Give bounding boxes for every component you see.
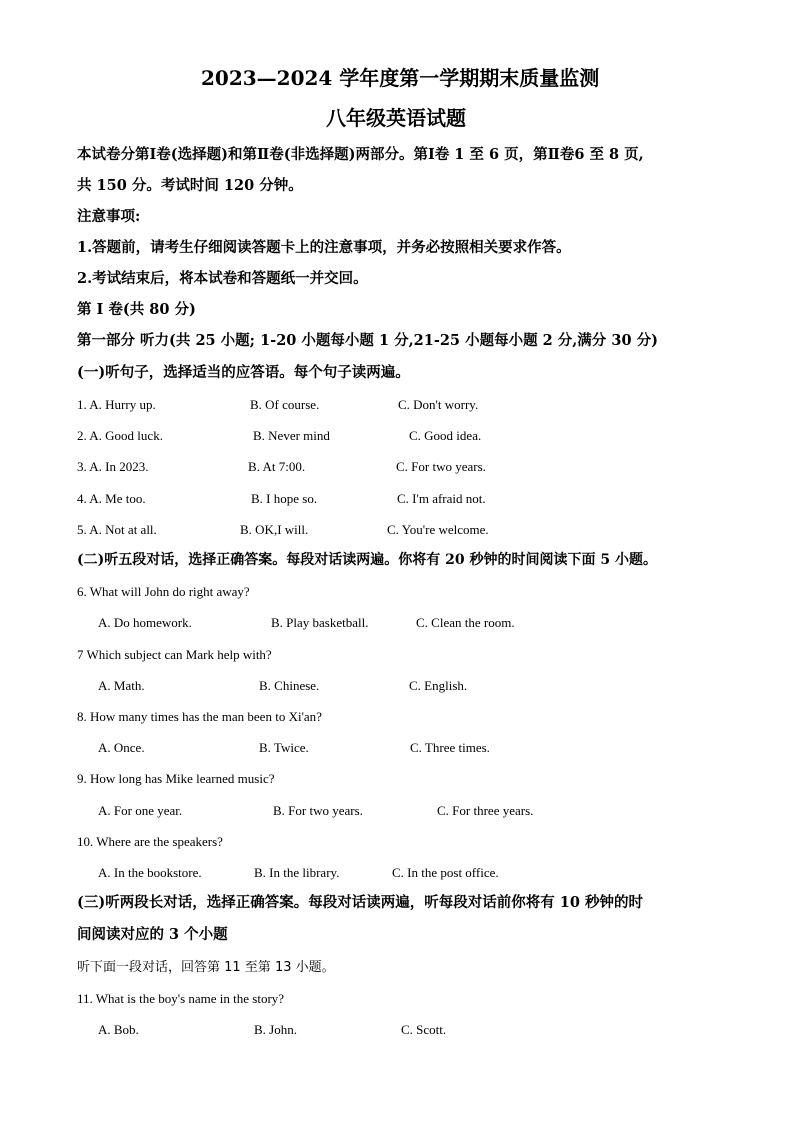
- part1-heading: 第一部分 听力(共 25 小题; 1-20 小题每小题 1 分,21-25 小题每小题 2 分,满分 30 分): [77, 332, 658, 349]
- q10-option-a: A. In the bookstore.: [98, 865, 202, 880]
- note-2: 2.考试结束后，将本试卷和答题纸一并交回。: [77, 270, 368, 287]
- q3-option-c: C. For two years.: [396, 459, 486, 474]
- section2-heading: (二)听五段对话，选择正确答案。每段对话读两遍。你将有 20 秒钟的时间阅读下面 5 小题。: [77, 552, 657, 568]
- q7-option-b: B. Chinese.: [259, 678, 320, 693]
- volume-label: 第 Ⅰ 卷(共 80 分): [77, 301, 196, 318]
- q1-option-c: C. Don't worry.: [398, 397, 479, 412]
- q5-option-c: C. You're welcome.: [387, 522, 489, 537]
- q4-option-a: 4. A. Me too.: [77, 491, 146, 506]
- q6-question: 6. What will John do right away?: [77, 584, 250, 599]
- intro-line-1: 本试卷分第Ⅰ卷(选择题)和第Ⅱ卷(非选择题)两部分。第Ⅰ卷 1 至 6 页，第Ⅱ卷6 至 8 页,: [77, 146, 644, 163]
- q4-option-b: B. I hope so.: [251, 491, 318, 506]
- q1-option-a: 1. A. Hurry up.: [77, 397, 156, 412]
- q11-option-c: C. Scott.: [401, 1022, 447, 1037]
- q11-option-a: A. Bob.: [98, 1022, 139, 1037]
- intro-line-2: 共 150 分。考试时间 120 分钟。: [77, 177, 303, 194]
- q10-question: 10. Where are the speakers?: [77, 834, 223, 849]
- note-1: 1.答题前，请考生仔细阅读答题卡上的注意事项，并务必按照相关要求作答。: [77, 239, 571, 256]
- q3-option-a: 3. A. In 2023.: [77, 459, 149, 474]
- section3-sub-instruction: 听下面一段对话，回答第 11 至第 13 小题。: [77, 960, 335, 975]
- q11-question: 11. What is the boy's name in the story?: [77, 991, 285, 1006]
- q9-option-a: A. For one year.: [98, 803, 183, 818]
- q8-option-c: C. Three times.: [410, 740, 490, 755]
- q7-question: 7 Which subject can Mark help with?: [77, 647, 272, 662]
- q9-question: 9. How long has Mike learned music?: [77, 771, 275, 786]
- q6-option-a: A. Do homework.: [98, 615, 192, 630]
- section3-heading-line-1: (三)听两段长对话，选择正确答案。每段对话读两遍，听每段对话前你将有 10 秒钟的时: [77, 894, 643, 911]
- section3-heading-line-2: 间阅读对应的 3 个小题: [77, 926, 228, 943]
- q10-option-b: B. In the library.: [254, 865, 340, 880]
- q5-option-b: B. OK,I will.: [240, 522, 309, 537]
- q2-option-b: B. Never mind: [253, 428, 330, 443]
- q11-option-b: B. John.: [254, 1022, 297, 1037]
- notes-heading: 注意事项:: [77, 208, 141, 225]
- section1-heading: (一)听句子，选择适当的应答语。每个句子读两遍。: [77, 364, 410, 381]
- q10-option-c: C. In the post office.: [392, 865, 499, 880]
- q9-option-b: B. For two years.: [273, 803, 363, 818]
- q5-option-a: 5. A. Not at all.: [77, 522, 157, 537]
- exam-subtitle: 八年级英语试题: [326, 106, 466, 130]
- exam-title: 2023—2024 学年度第一学期期末质量监测: [201, 66, 600, 90]
- q6-option-b: B. Play basketball.: [271, 615, 369, 630]
- q3-option-b: B. At 7:00.: [248, 459, 306, 474]
- q1-option-b: B. Of course.: [250, 397, 320, 412]
- q8-option-b: B. Twice.: [259, 740, 309, 755]
- q4-option-c: C. I'm afraid not.: [397, 491, 486, 506]
- q7-option-a: A. Math.: [98, 678, 145, 693]
- q7-option-c: C. English.: [409, 678, 468, 693]
- q2-option-a: 2. A. Good luck.: [77, 428, 163, 443]
- q8-option-a: A. Once.: [98, 740, 145, 755]
- q2-option-c: C. Good idea.: [409, 428, 482, 443]
- q8-question: 8. How many times has the man been to Xi'an?: [77, 709, 322, 724]
- q6-option-c: C. Clean the room.: [416, 615, 515, 630]
- q9-option-c: C. For three years.: [437, 803, 534, 818]
